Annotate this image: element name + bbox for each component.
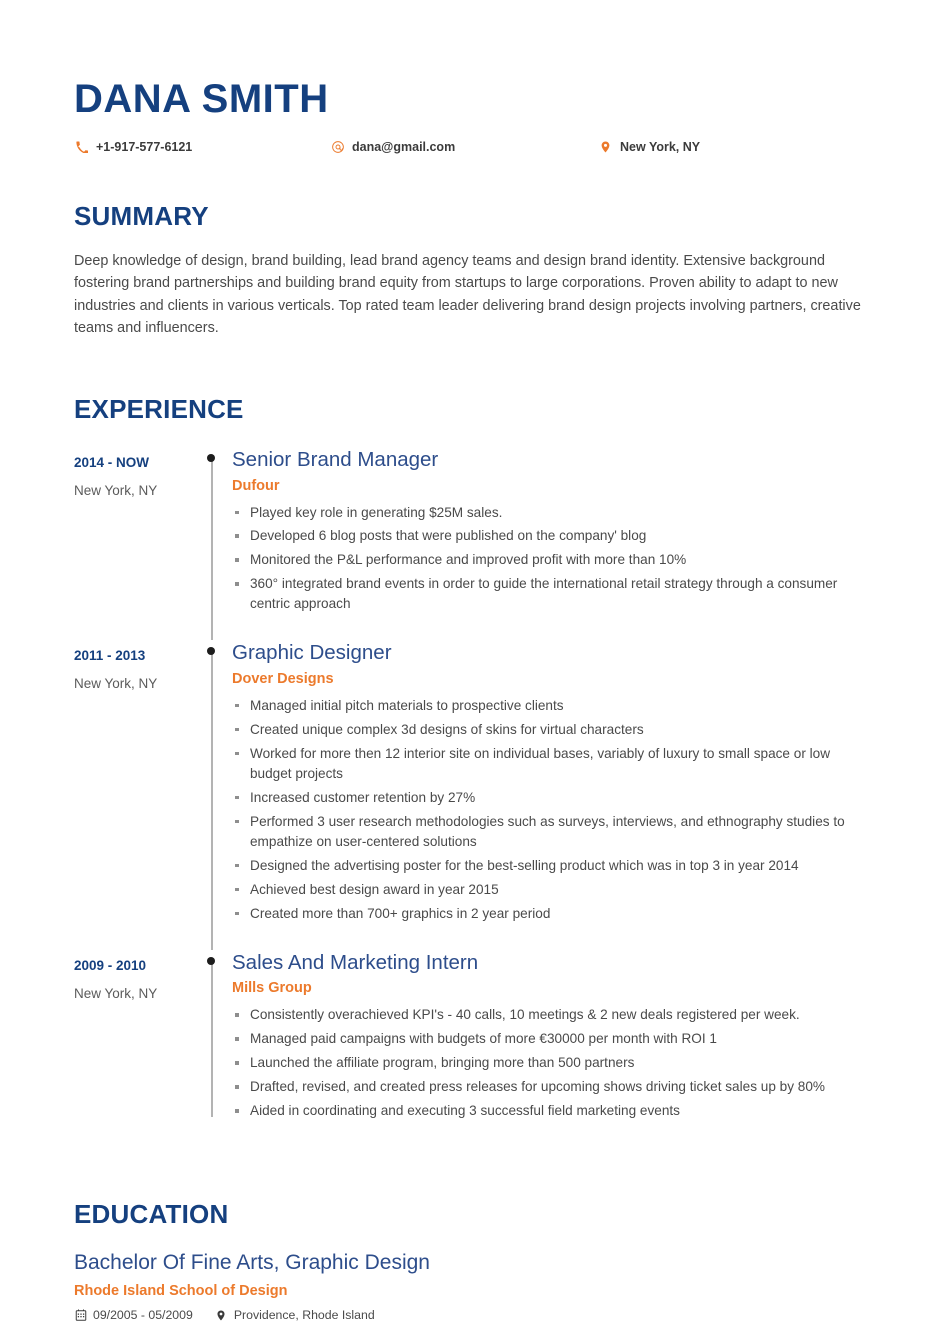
candidate-name: DANA SMITH (74, 77, 329, 121)
experience-meta (74, 640, 192, 927)
contact-location[interactable] (598, 140, 700, 154)
experience-bullet: Worked for more then 12 interior site on individual bases, variably of luxury to small space or low budget projects (232, 744, 866, 784)
experience-bullet: Monitored the P&L performance and improved profit with more than 10% (232, 550, 866, 570)
experience-bullets (232, 696, 866, 924)
experience-meta (74, 950, 192, 1125)
experience-item (74, 640, 866, 949)
contact-phone[interactable] (74, 140, 330, 154)
education-section (74, 1199, 866, 1322)
experience-bullet: Increased customer retention by 27% (232, 788, 866, 808)
experience-date: 2009 - 2010 (74, 957, 147, 973)
experience-company: Mills Group (232, 980, 312, 997)
location-icon (598, 140, 613, 154)
timeline-dot (207, 454, 215, 462)
experience-date: 2014 - NOW (74, 454, 150, 470)
experience-body (232, 447, 866, 618)
timeline-rail (192, 447, 232, 618)
timeline-line (211, 650, 213, 949)
experience-bullet: Aided in coordinating and executing 3 successful field marketing events (232, 1101, 866, 1121)
experience-title: Senior Brand Manager (232, 447, 439, 471)
location-icon (215, 1309, 228, 1322)
experience-title: Graphic Designer (232, 641, 392, 665)
timeline-line (211, 457, 213, 640)
experience-bullet: Achieved best design award in year 2015 (232, 880, 866, 900)
experience-heading: EXPERIENCE (74, 393, 244, 424)
experience-bullet: Created more than 700+ graphics in 2 year period (232, 904, 866, 924)
education-meta (74, 1308, 866, 1322)
experience-title: Sales And Marketing Intern (232, 950, 479, 974)
contact-phone-value: +1-917-577-6121 (96, 140, 193, 154)
education-list (74, 1250, 866, 1322)
experience-bullets (232, 1005, 866, 1121)
email-icon (330, 140, 345, 154)
summary-heading: SUMMARY (74, 201, 209, 231)
experience-meta (74, 447, 192, 618)
experience-bullet: Performed 3 user research methodologies such as surveys, interviews, and ethnography studies to empathize on user-centered solutions (232, 812, 866, 852)
experience-bullets (232, 503, 866, 615)
experience-section (74, 394, 866, 1147)
experience-bullet: Managed paid campaigns with budgets of more €30000 per month with ROI 1 (232, 1029, 866, 1049)
experience-company: Dufour (232, 477, 280, 494)
timeline-rail (192, 640, 232, 927)
education-location: Providence, Rhode Island (233, 1308, 375, 1323)
contact-email-value: dana@gmail.com (352, 140, 456, 154)
experience-location: New York, NY (74, 985, 158, 1001)
experience-body (232, 640, 866, 927)
timeline-line (211, 960, 213, 1117)
timeline-dot (207, 957, 215, 965)
education-item (74, 1250, 866, 1322)
experience-company: Dover Designs (232, 670, 334, 687)
experience-bullet: Drafted, revised, and created press releases for upcoming shows driving ticket sales up by 80% (232, 1077, 866, 1097)
timeline-dot (207, 647, 215, 655)
experience-bullet: Designed the advertising poster for the best-selling product which was in top 3 in year 2014 (232, 856, 866, 876)
experience-bullet: Played key role in generating $25M sales. (232, 503, 866, 523)
education-date: 09/2005 - 05/2009 (93, 1308, 193, 1323)
education-degree: Bachelor Of Fine Arts, Graphic Design (74, 1251, 430, 1275)
contact-location-value: New York, NY (620, 140, 701, 154)
experience-bullet: Consistently overachieved KPI's - 40 calls, 10 meetings & 2 new deals registered per week. (232, 1005, 866, 1025)
resume-header (74, 0, 866, 157)
experience-list (74, 447, 866, 1147)
experience-bullet: 360° integrated brand events in order to guide the international retail strategy through a consumer centric approach (232, 574, 866, 614)
experience-location: New York, NY (74, 482, 158, 498)
experience-body (232, 950, 866, 1125)
experience-item (74, 447, 866, 640)
summary-text: Deep knowledge of design, brand building, lead brand agency teams and design brand identity. Extensive background fostering brand partnerships and building brand equity from startups to large corporations. Proven ability to adapt to new industries and clients in various verticals. Top rated team leader delivering brand design projects involving partners, creative teams and influencers. (74, 253, 861, 337)
experience-date: 2011 - 2013 (74, 648, 146, 664)
education-school: Rhode Island School of Design (74, 1283, 288, 1300)
summary-section (74, 201, 866, 340)
experience-location: New York, NY (74, 676, 158, 692)
contact-row (74, 137, 866, 157)
education-heading: EDUCATION (74, 1199, 229, 1230)
phone-icon (74, 141, 89, 153)
calendar-icon (74, 1309, 87, 1321)
experience-bullet: Managed initial pitch materials to prospective clients (232, 696, 866, 716)
timeline-rail (192, 950, 232, 1125)
contact-email[interactable] (330, 140, 598, 154)
experience-bullet: Created unique complex 3d designs of skins for virtual characters (232, 720, 866, 740)
experience-item (74, 950, 866, 1147)
experience-bullet: Developed 6 blog posts that were published on the company' blog (232, 526, 866, 546)
experience-bullet: Launched the affiliate program, bringing more than 500 partners (232, 1053, 866, 1073)
